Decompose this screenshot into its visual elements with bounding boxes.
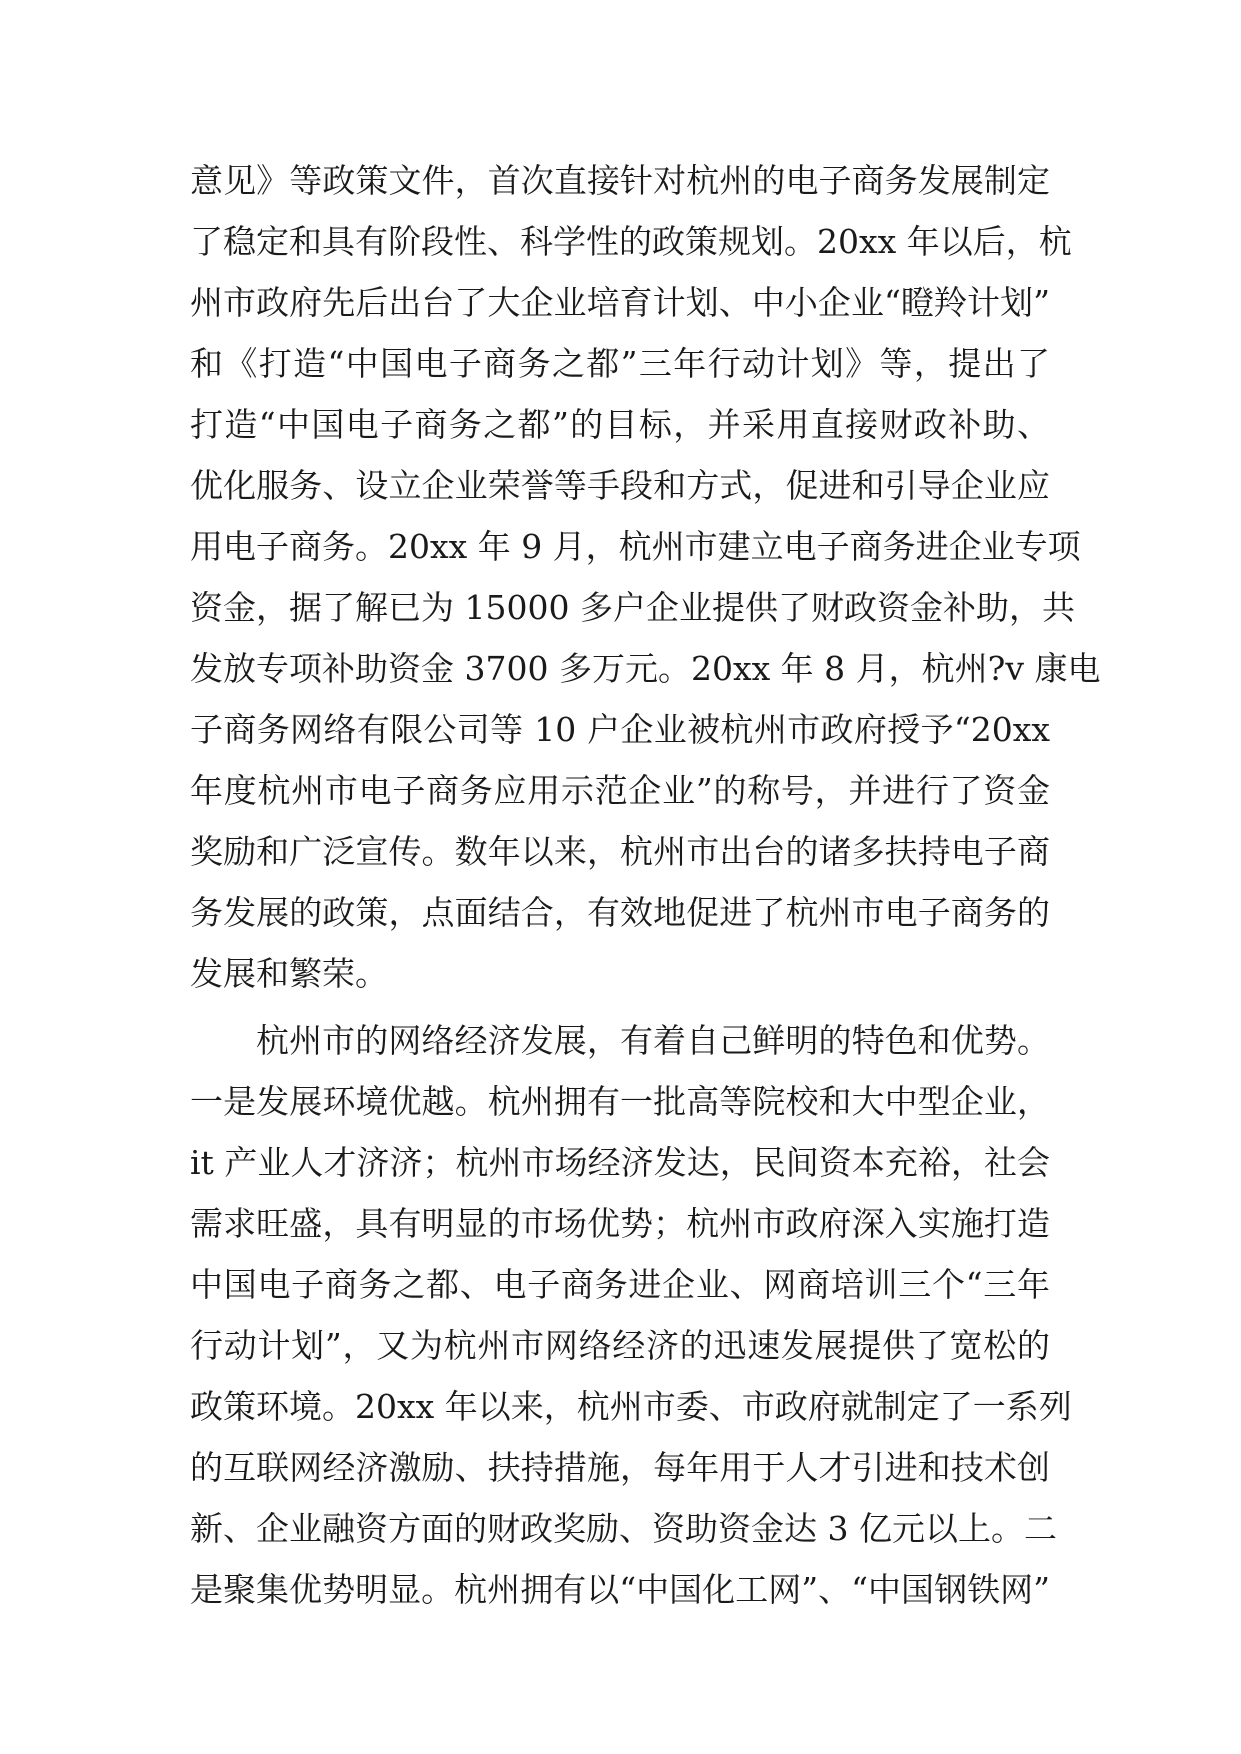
- text-line: 的互联网经济激励、扶持措施，每年用于人才引进和技术创: [190, 1448, 1050, 1487]
- text-line: 和《打造“中国电子商务之都”三年行动计划》等，提出了: [190, 344, 1050, 383]
- text-line: 是聚集优势明显。杭州拥有以“中国化工网”、“中国钢铁网”: [190, 1570, 1050, 1609]
- text-line: 意见》等政策文件，首次直接针对杭州的电子商务发展制定: [190, 161, 1050, 200]
- paragraph-1: [190, 150, 1101, 1004]
- text-line: 杭州市的网络经济发展，有着自己鲜明的特色和优势。: [256, 1021, 1050, 1060]
- text-line: 年度杭州市电子商务应用示范企业”的称号，并进行了资金: [190, 771, 1050, 810]
- text-line: 行动计划”，又为杭州市网络经济的迅速发展提供了宽松的: [190, 1326, 1050, 1365]
- text-line: 用电子商务。20xx 年 9 月，杭州市建立电子商务进企业专项: [190, 527, 1081, 566]
- text-line: 资金，据了解已为 15000 多户企业提供了财政资金补助，共: [190, 588, 1075, 627]
- text-line: 了稳定和具有阶段性、科学性的政策规划。20xx 年以后，杭: [190, 222, 1072, 261]
- document-body: [190, 150, 1101, 1620]
- text-line: 新、企业融资方面的财政奖励、资助资金达 3 亿元以上。二: [190, 1509, 1057, 1548]
- text-line: it 产业人才济济；杭州市场经济发达，民间资本充裕，社会: [190, 1143, 1050, 1182]
- text-line: 务发展的政策，点面结合，有效地促进了杭州市电子商务的: [190, 893, 1050, 932]
- text-line: 奖励和广泛宣传。数年以来，杭州市出台的诸多扶持电子商: [190, 832, 1050, 871]
- text-line: 需求旺盛，具有明显的市场优势；杭州市政府深入实施打造: [190, 1204, 1050, 1243]
- text-line: 政策环境。20xx 年以来，杭州市委、市政府就制定了一系列: [190, 1387, 1072, 1426]
- text-line: 中国电子商务之都、电子商务进企业、网商培训三个“三年: [190, 1265, 1050, 1304]
- text-line: 发放专项补助资金 3700 多万元。20xx 年 8 月，杭州?v 康电: [190, 649, 1101, 688]
- text-line: 发展和繁荣。: [190, 954, 388, 993]
- text-line: 州市政府先后出台了大企业培育计划、中小企业“瞪羚计划”: [190, 283, 1050, 322]
- paragraph-2: [190, 1010, 1072, 1620]
- text-line: 子商务网络有限公司等 10 户企业被杭州市政府授予“20xx: [190, 710, 1050, 749]
- text-line: 一是发展环境优越。杭州拥有一批高等院校和大中型企业，: [190, 1082, 1050, 1121]
- text-line: 打造“中国电子商务之都”的目标，并采用直接财政补助、: [190, 405, 1050, 444]
- text-line: 优化服务、设立企业荣誉等手段和方式，促进和引导企业应: [190, 466, 1050, 505]
